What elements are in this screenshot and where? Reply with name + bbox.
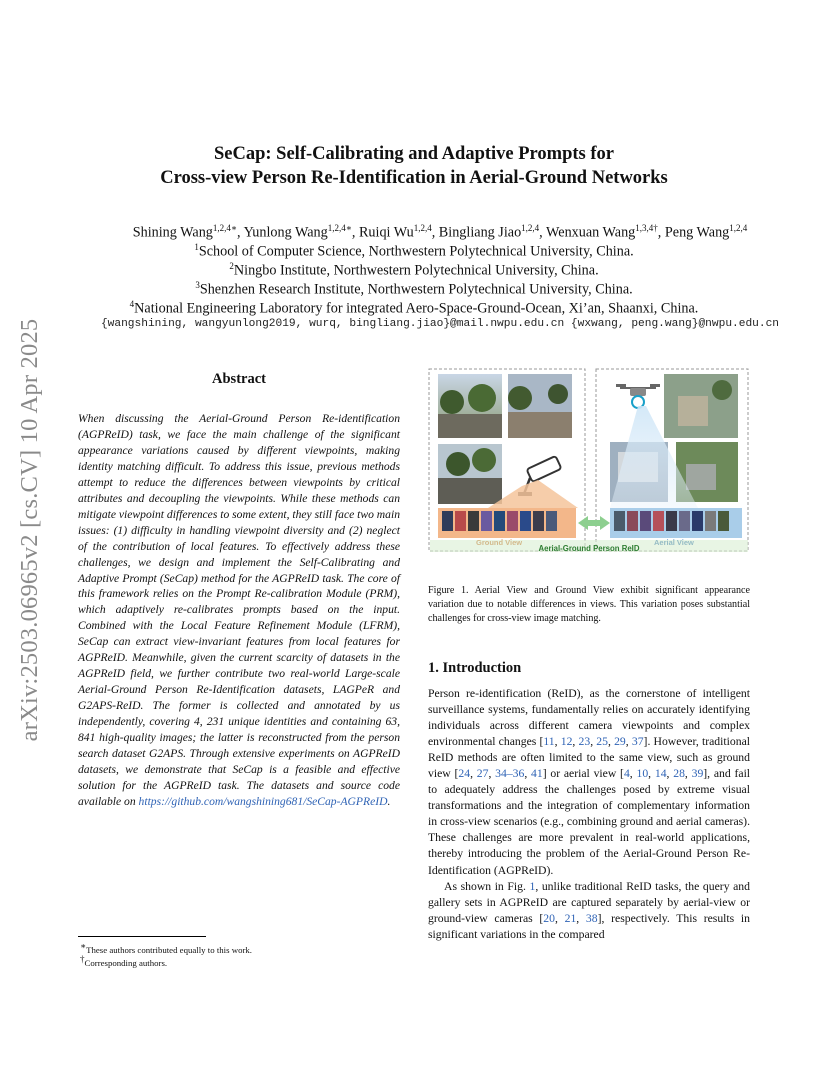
author-sup: 1,2,4 [413,223,432,233]
citation-link[interactable]: 28 [673,767,685,781]
affiliation-sup: 4 [129,299,135,309]
citation-link[interactable]: 14 [654,767,667,781]
citation-link[interactable]: 39 [691,767,704,781]
author-sup: 1,2,4∗ [327,223,352,233]
author-name: Ruiqi Wu [358,224,414,241]
figure-1-illustration [428,368,750,554]
figure-1 [428,368,750,554]
author-emails: {wangshining, wangyunlong2019, wurq, bingliang.jiao}@mail.nwpu.edu.cn {wxwang, peng.wang}@nwpu.edu.cn [100,318,780,330]
author-name: Wenxuan Wang [546,224,636,241]
citation-link[interactable]: 37 [631,735,644,749]
ground-photo-3 [438,444,502,504]
ground-photo-2 [508,374,572,438]
abstract-body [78,411,400,810]
title-line-2: Cross-view Person Re-Identification in Aerial-Ground Networks [160,168,668,188]
abstract-heading: Abstract [212,371,266,387]
aerial-person-crops [614,511,729,531]
author-sup: 1,2,4 [729,223,748,233]
citation-link[interactable]: 10 [636,767,649,781]
footnote-mark: † [80,954,85,964]
affiliation-sup: 3 [195,280,200,290]
ground-photo-1 [438,374,502,438]
double-arrow-icon [578,516,610,530]
affiliation-text: School of Computer Science, Northwestern Polytechnical University, China. [198,243,634,260]
author-name: Yunlong Wang [243,224,328,241]
intro-paragraph-1: Person re-identification (ReID), as the cornerstone of intelligent surveillance systems, fundamentally relies on accurately identifying individuals across different camera viewpoints and complex environmental changes [11, 12, 23, 25, 29, 37]. However, traditional ReID methods are often limited to the same view, such as ground view [24, 27, 34–36, 41] or aerial view [4, 10, 14, 28, 39], and fail to adequately address the challenges posed by extreme visual transformations and the integration of complementary information in cross-view scenarios (e.g., combining ground and aerial cameras). These challenges are more prevalent in real-world applications, thereby introducing the problem of the Aerial-Ground Person Re-Identification (AGPReID). [428,687,751,877]
abstract-text: When discussing the Aerial-Ground Person Re-identification (AGPReID) task, we face the main challenge of the significant appearance variations caused by different viewpoints, making identity matching difficult. To address this issue, previous methods attempt to reduce the differences between viewpoints by critical attributes and decoupling the viewpoints. While these methods can mitigate viewpoint differences to some extent, they still face two main issues: (1) difficulty in handling viewpoint diversity and (2) neglect of the contribution of local features. To effectively address these challenges, we design and implement the Self-Calibrating and Adaptive Prompt (SeCap) method for the AGPReID task. The core of this framework relies on the Prompt Re-calibration Module (PRM), which adaptively re-calibrates prompts based on the input. Combined with the Local Feature Refinement Module (LFRM), SeCap can extract view-invariant features from local features for AGPReID. Meanwhile, given the current scarcity of datasets in the AGPReID field, we further contribute two real-world Large-scale Aerial-Ground Person Re-Identification datasets, LAGPeR and G2APS-ReID. The former is collected and annotated by us independently, covering 4, 231 unique identities and containing 63, 841 high-quality images; the latter is reconstructed from the person search dataset G2APS. Through extensive experiments on AGPReID datasets, we demonstrate that SeCap is a feasible and effective solution for the AGPReID task. The datasets and source code available on [78,412,400,808]
citation-link[interactable]: 11 [543,735,555,749]
code-link[interactable]: https://github.com/wangshining681/SeCap-AGPReID [138,794,388,808]
title-line-1: SeCap: Self-Calibrating and Adaptive Prompts for [214,144,614,164]
affiliation-text: National Engineering Laboratory for integrated Aero-Space-Ground-Ocean, Xi’an, Shaanxi, China. [134,300,699,317]
citation-link[interactable]: 38 [585,911,598,925]
citation-link[interactable]: 1 [529,879,536,893]
arxiv-stamp [0,280,60,780]
citation-link[interactable]: 24 [458,767,471,781]
paper-title [80,142,748,190]
author-name: Bingliang Jiao [438,224,522,241]
author-sup: 1,2,4 [521,223,540,233]
author-name: Peng Wang [664,224,730,241]
citation-link[interactable]: 41 [531,767,543,781]
citation-link[interactable]: 20 [543,911,555,925]
drone-icon [616,384,660,408]
citation-link[interactable]: 12 [560,735,573,749]
citation-link[interactable]: 29 [614,735,626,749]
affiliation-sup: 2 [229,261,234,271]
affiliation-text: Ningbo Institute, Northwestern Polytechnical University, China. [233,262,599,279]
figure-1-caption: Figure 1. Aerial View and Ground View exhibit significant appearance variation due to notable differences in views. This variation poses substantial challenges for cross-view image matching. [428,585,750,624]
citation-link[interactable]: 21 [564,911,577,925]
footnote-corresponding [80,953,167,969]
author-name: Shining Wang [132,224,213,241]
intro-paragraph-2: As shown in Fig. 1, unlike traditional ReID tasks, the query and gallery sets in AGPReID are captured separately by aerial-view or ground-view cameras [20, 21, 38], respectively. This results in significant variations in the compared [428,879,751,941]
citation-link[interactable]: 34–36 [495,767,525,781]
ground-person-crops [442,511,557,531]
author-sup: 1,3,4† [635,223,658,233]
footnote-text: These authors contributed equally to this work. [86,944,253,955]
footnote-rule [78,936,206,937]
citation-link[interactable]: 27 [476,767,489,781]
citation-link[interactable]: 25 [596,735,608,749]
citation-link[interactable]: 23 [578,735,591,749]
introduction-body [428,686,750,943]
affiliation-4 [80,295,748,319]
aerial-photo-1 [664,374,738,438]
arxiv-id: arXiv:2503.06965v2 [cs.CV] 10 Apr 2025 [16,318,43,742]
section-title-introduction: 1. Introduction [428,660,522,676]
author-sup: 1,2,4∗ [212,223,238,233]
author-list: Shining Wang$^{1,2,4∗}$, Yunlong Wang$^{1,2,4∗}$, Ruiqi Wu$^{1,2,4}$, Bingliang Jiao$^{1,2,4}$, Wenxuan Wang$^{1,3,4\dagger}$, Peng Wang$^{1,2,4}$ [132,223,748,241]
abstract-end: . [387,794,391,808]
affiliation-text: Shenzhen Research Institute, Northwestern Polytechnical University, China. [199,281,633,298]
citation-link[interactable]: 4 [623,767,630,781]
footnote-text: Corresponding authors. [84,957,168,968]
footnote-mark: ∗ [80,941,87,951]
aerial-ground-label: Aerial-Ground Person ReID [538,544,640,553]
affiliation-sup: 1 [194,242,199,252]
